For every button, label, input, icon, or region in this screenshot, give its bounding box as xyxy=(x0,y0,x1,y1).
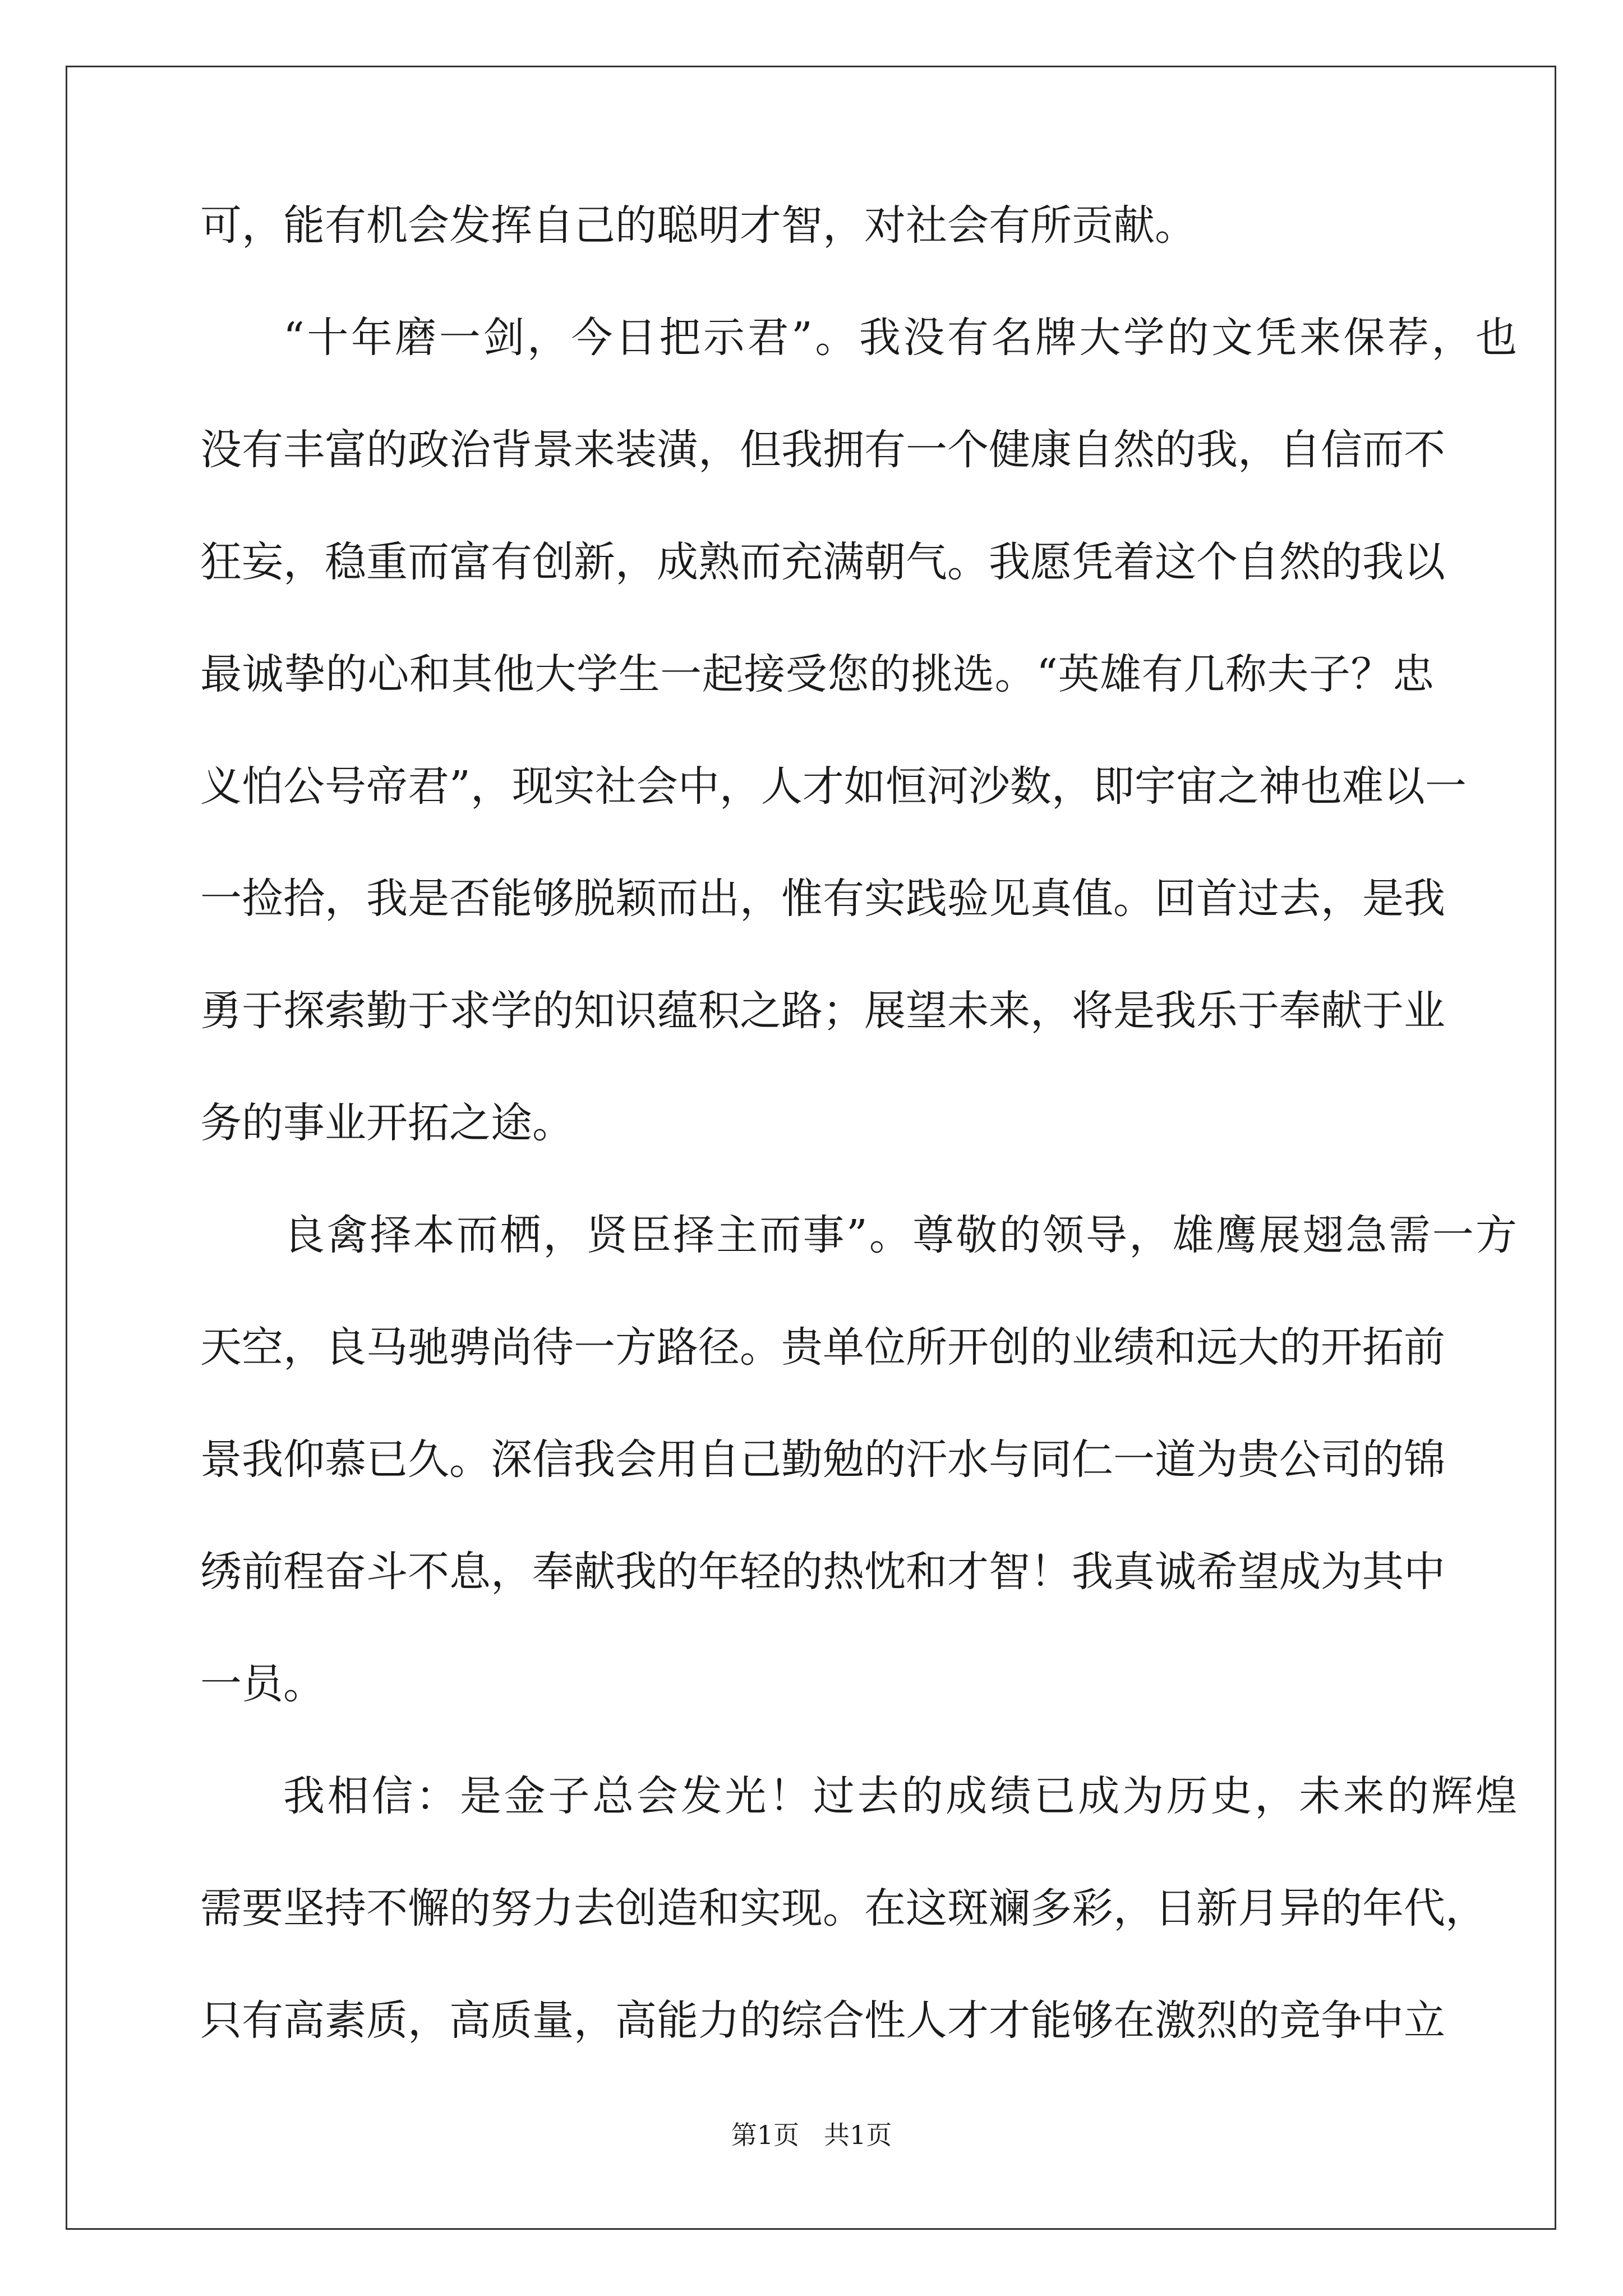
line-text: 义怕公号帝君”，现实社会中，人才如恒河沙数，即宇宙之神也难以一 xyxy=(200,762,1467,811)
line-text: 良禽择本而栖，贤臣择主而事”。尊敬的领导，雄鹰展翅急需一方 xyxy=(283,1211,1517,1259)
line-text: 可，能有机会发挥自己的聪明才智，对社会有所贡献。 xyxy=(200,201,1196,250)
text-line xyxy=(200,875,1445,990)
page-footer xyxy=(0,2115,1623,2152)
text-line xyxy=(200,1548,1445,1663)
line-text: 一员。 xyxy=(200,1660,325,1708)
text-line xyxy=(200,314,1517,429)
line-text: 没有丰富的政治背景来装潢，但我拥有一个健康自然的我，自信而不 xyxy=(200,426,1445,474)
text-line xyxy=(200,1099,1434,1214)
line-text: 务的事业开拓之途。 xyxy=(200,1099,574,1147)
line-text: 只有高素质，高质量，高能力的综合性人才才能够在激烈的竞争中立 xyxy=(200,1996,1445,2045)
line-text: 最诚挚的心和其他大学生一起接受您的挑选。“英雄有几称夫子？忠 xyxy=(200,650,1434,698)
text-line xyxy=(200,762,1467,878)
document-body xyxy=(200,201,1517,2112)
line-text: 一捡拾，我是否能够脱颖而出，惟有实践验见真值。回首过去，是我 xyxy=(200,875,1445,923)
text-line xyxy=(200,1211,1517,1327)
line-text: 勇于探索勤于求学的知识蕴积之路；展望未来，将是我乐于奉献于业 xyxy=(200,987,1445,1035)
text-line xyxy=(200,987,1445,1102)
text-line xyxy=(200,201,1434,317)
line-text: 狂妄，稳重而富有创新，成熟而充满朝气。我愿凭着这个自然的我以 xyxy=(200,538,1445,586)
text-line xyxy=(200,1435,1445,1551)
line-text: 我相信：是金子总会发光！过去的成绩已成为历史，未来的辉煌 xyxy=(283,1772,1517,1820)
text-line xyxy=(200,1323,1445,1439)
text-line xyxy=(200,538,1445,654)
text-line xyxy=(200,650,1434,766)
text-line xyxy=(200,426,1445,541)
line-text: 绣前程奋斗不息，奉献我的年轻的热忱和才智！我真诚希望成为其中 xyxy=(200,1548,1445,1596)
line-text: 需要坚持不懈的努力去创造和实现。在这斑斓多彩，日新月异的年代， xyxy=(200,1884,1487,1932)
page-total: 共1页 xyxy=(823,2120,892,2150)
text-line xyxy=(200,1772,1517,1888)
text-line xyxy=(200,1660,1434,1775)
line-text: “十年磨一剑，今日把示君”。我没有名牌大学的文凭来保荐，也 xyxy=(283,314,1517,362)
text-line xyxy=(200,1884,1487,2000)
text-line xyxy=(200,1996,1445,2112)
page-number: 第1页 xyxy=(731,2120,800,2150)
line-text: 天空，良马驰骋尚待一方路径。贵单位所开创的业绩和远大的开拓前 xyxy=(200,1323,1445,1372)
line-text: 景我仰慕已久。深信我会用自己勤勉的汗水与同仁一道为贵公司的锦 xyxy=(200,1435,1445,1484)
